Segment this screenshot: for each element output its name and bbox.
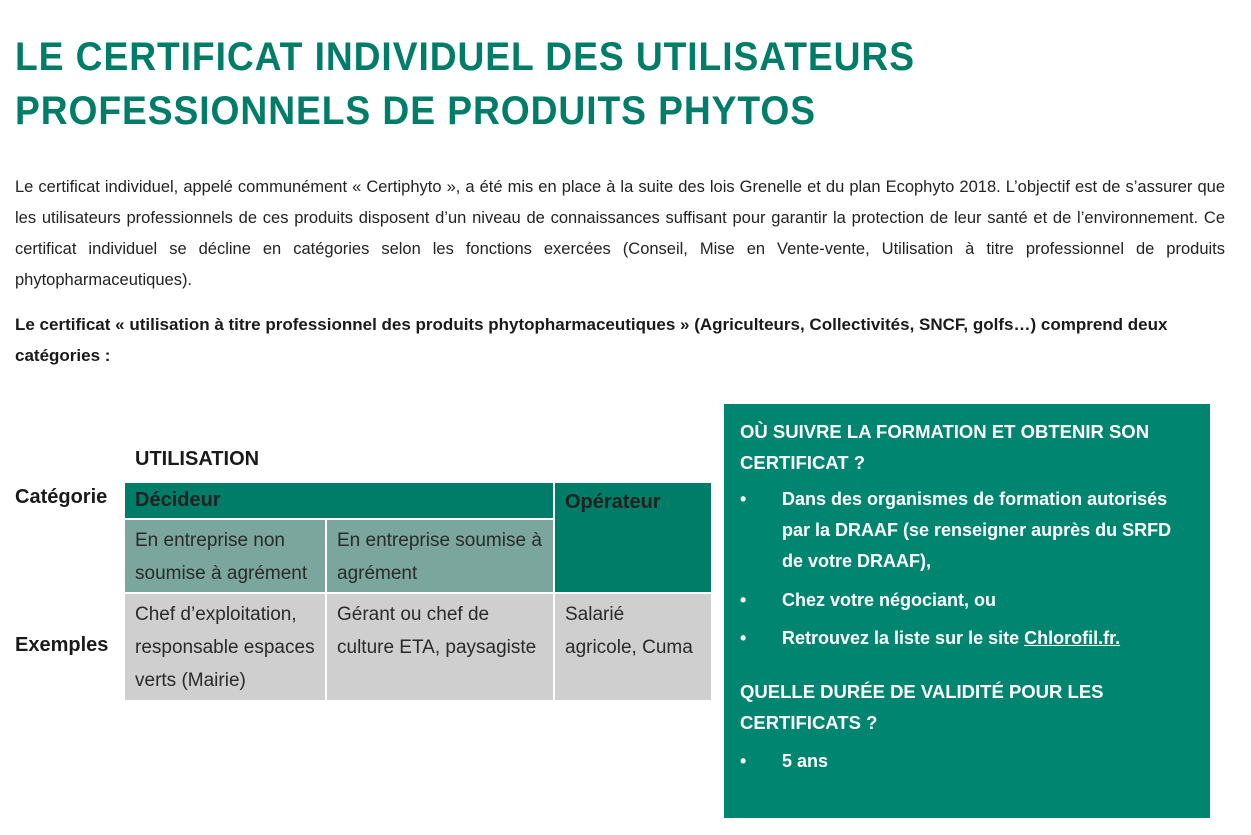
chlorofil-link[interactable]: Chlorofil.fr.: [1024, 628, 1121, 648]
decideur-header: Décideur: [125, 483, 553, 518]
list-item-text: Retrouvez la liste sur le site: [782, 628, 1025, 648]
info-box: [724, 404, 1210, 818]
example-cell-2: Gérant ou chef de culture ETA, paysagiste: [327, 594, 553, 700]
list-item-text: Dans des organismes de formation autorisés par la DRAAF (se renseigner auprès du SRFD de votre DRAAF),: [782, 489, 1172, 571]
intro-paragraph: Le certificat individuel, appelé communément « Certiphyto », a été mis en place à la suite des lois Grenelle et du plan Ecophyto 2018. L’objectif est de s’assurer que les utilisateurs professionnels de ces produits disposent d’un niveau de connaissances suffisant pour garantir la protection de leur santé et de l’environnement. Ce certificat individuel se décline en catégories selon les fonctions exercées (Conseil, Mise en Vente-vente, Utilisation à titre professionnel de produits phytopharmaceutiques).: [15, 178, 1225, 289]
info-heading-validite: QUELLE DURÉE DE VALIDITÉ POUR LES CERTIFICATS ?: [740, 681, 1104, 733]
list-item-text: 5 ans: [782, 751, 829, 771]
row-label-categorie: Catégorie: [15, 486, 108, 508]
list-item: [740, 623, 1194, 654]
utilisation-label: UTILISATION: [135, 448, 260, 470]
page-title: LE CERTIFICAT INDIVIDUEL DES UTILISATEURS PROFESSIONNELS DE PRODUITS PHYTOS: [15, 35, 915, 133]
bullet-icon: •: [740, 489, 747, 509]
bullet-icon: •: [740, 628, 747, 648]
list-item: [740, 746, 1194, 777]
bullet-icon: •: [740, 590, 747, 610]
list-item-text: Chez votre négociant, ou: [782, 590, 997, 610]
operateur-header: Opérateur: [555, 483, 711, 592]
info-heading-formation: OÙ SUIVRE LA FORMATION ET OBTENIR SON CERTIFICAT ?: [740, 421, 1150, 473]
sub-agrement: En entreprise soumise à agrément: [327, 520, 553, 592]
example-cell-3: Salarié agricole, Cuma: [555, 594, 711, 700]
formation-list: [740, 484, 1194, 654]
sub-non-agrement: En entreprise non soumise à agrément: [125, 520, 325, 592]
row-label-exemples: Exemples: [15, 634, 109, 656]
bullet-icon: •: [740, 751, 747, 771]
example-cell-1: Chef d’exploitation, responsable espaces verts (Mairie): [125, 594, 325, 700]
lead-paragraph: Le certificat « utilisation à titre professionnel des produits phytopharmaceutiques » (Agriculteurs, Collectivités, SNCF, golfs…) comprend deux catégories :: [15, 315, 1168, 365]
validite-list: [740, 746, 1194, 777]
list-item: [740, 484, 1194, 577]
list-item: [740, 585, 1194, 616]
